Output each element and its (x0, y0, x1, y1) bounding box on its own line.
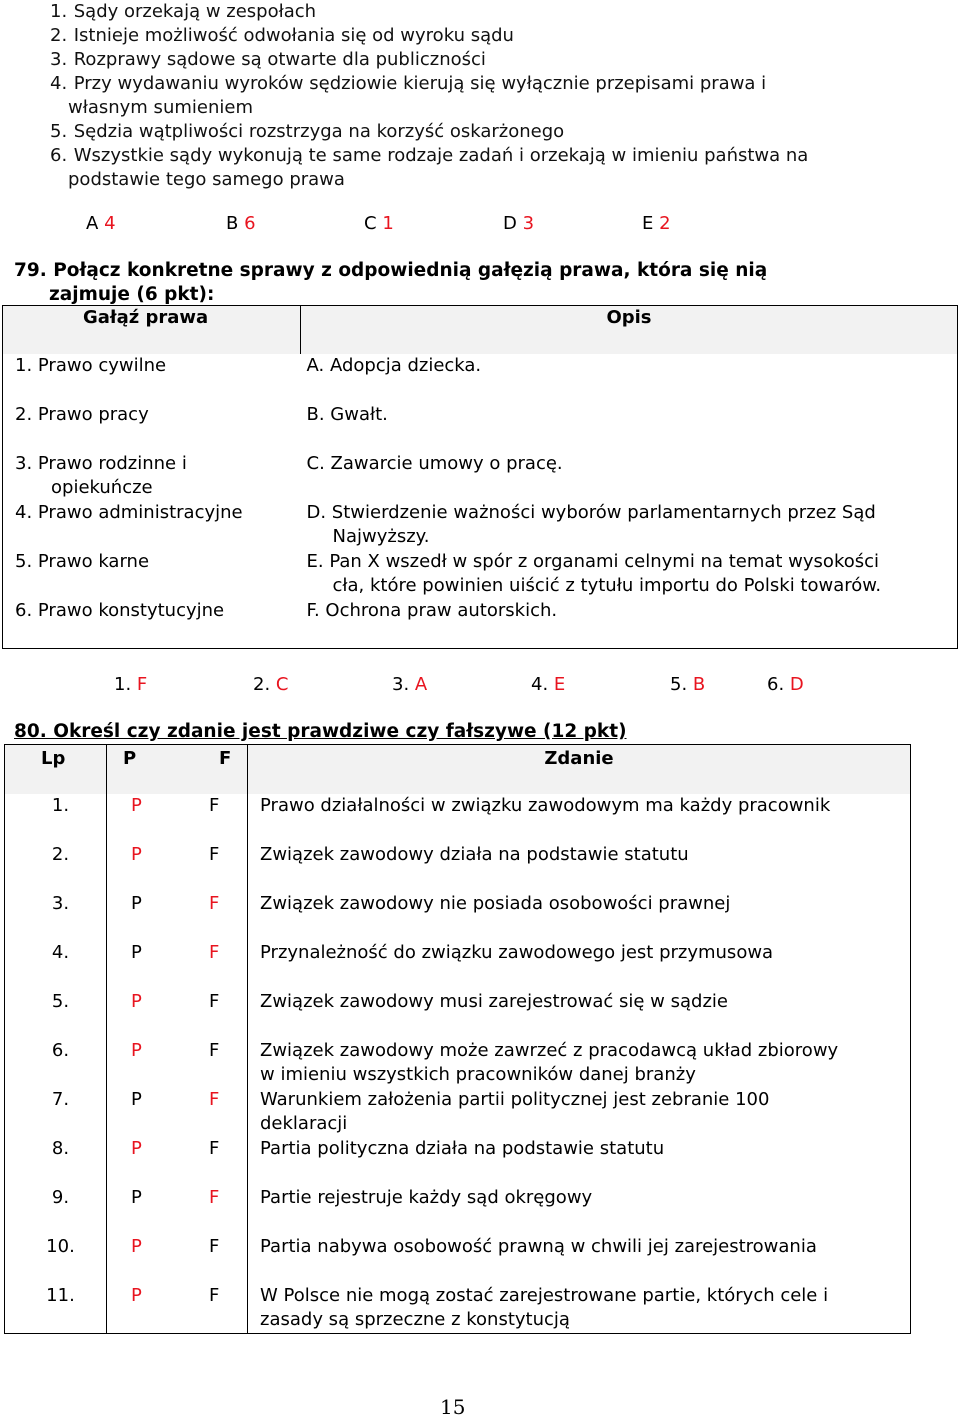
statement-text: Związek zawodowy nie posiada osobowości prawnej (260, 893, 731, 914)
row-number: 6. (5, 1039, 107, 1088)
option-p: P (131, 795, 142, 816)
option-f: F (209, 942, 220, 963)
statement-text: Prawo działalności w związku zawodowym ma każdy pracownik (260, 795, 831, 816)
option-p: P (131, 1089, 142, 1110)
list-item: 3. Rozprawy sądowe są otwarte dla publiczności (50, 49, 486, 70)
header-branch: Gałąź prawa (3, 306, 301, 355)
question-79-title: 79. Połącz konkretne sprawy z odpowiednią gałęzią prawa, która się nią zajmuje (6 pkt): (14, 260, 768, 305)
row-number: 7. (5, 1088, 107, 1137)
answer-cell (107, 990, 248, 1039)
option-p: P (131, 893, 142, 914)
option-p: P (131, 991, 142, 1012)
row-number: 11. (5, 1284, 107, 1334)
table-row: 2. Prawo pracy B. Gwałt. (3, 403, 958, 452)
list-item: 5. Sędzia wątpliwości rozstrzyga na korzyść oskarżonego (50, 121, 565, 142)
table-row: 4. Prawo administracyjne D. Stwierdzenie ważności wyborów parlamentarnych przez Sąd Najwyższy. (3, 501, 958, 550)
statement-cell (248, 892, 911, 941)
answer-cell (107, 1039, 248, 1088)
table-row: 6. Prawo konstytucyjne F. Ochrona praw autorskich. (3, 599, 958, 648)
statement-list (50, 0, 930, 192)
answer-item: 2. C (253, 674, 289, 695)
answer-item: D 3 (503, 213, 535, 234)
option-f: F (209, 795, 220, 816)
page-number: 15 (440, 1395, 466, 1419)
answer-item: C 1 (364, 213, 394, 234)
statement-cell (248, 1186, 911, 1235)
row-number: 2. (5, 843, 107, 892)
option-p: P (131, 1285, 142, 1306)
option-p: P (131, 1187, 142, 1208)
table-row: 1. Prawo cywilne A. Adopcja dziecka. (3, 354, 958, 403)
statement-cell (248, 1235, 911, 1284)
answer-item: B 6 (226, 213, 256, 234)
header-zdanie: Zdanie (248, 745, 911, 795)
statement-cell (248, 1137, 911, 1186)
statement-text: Związek zawodowy musi zarejestrować się w sądzie (260, 991, 728, 1012)
header-lp: Lp (5, 745, 107, 795)
table-row (5, 1088, 911, 1137)
table-header-row (3, 306, 958, 355)
answer-cell (107, 1284, 248, 1334)
row-number: 1. (5, 794, 107, 843)
answer-item: A 4 (86, 213, 116, 234)
list-item: 1. Sądy orzekają w zespołach (50, 1, 317, 22)
row-number: 4. (5, 941, 107, 990)
table-row (5, 1235, 911, 1284)
statement-cell (248, 1284, 911, 1334)
row-number: 10. (5, 1235, 107, 1284)
row-number: 9. (5, 1186, 107, 1235)
answer-cell (107, 1235, 248, 1284)
table-header-row (5, 745, 911, 795)
matching-table (2, 305, 958, 649)
row-number: 3. (5, 892, 107, 941)
table-row (5, 843, 911, 892)
statement-cell (248, 941, 911, 990)
table-row (5, 1039, 911, 1088)
option-f: F (209, 1138, 220, 1159)
list-item: 6. Wszystkie sądy wykonują te same rodzaje zadań i orzekają w imieniu państwa na podstawie tego samego prawa (50, 145, 809, 190)
question-80-title: 80. Określ czy zdanie jest prawdziwe czy fałszywe (12 pkt) (14, 721, 627, 742)
table-row (5, 941, 911, 990)
answer-cell (107, 1088, 248, 1137)
statement-text: Związek zawodowy może zawrzeć z pracodawcą układ zbiorowy (260, 1040, 839, 1061)
statement-cell (248, 990, 911, 1039)
table-row: 3. Prawo rodzinne i opiekuńcze C. Zawarcie umowy o pracę. (3, 452, 958, 501)
table-row (5, 1137, 911, 1186)
statement-text-continuation: deklaracji (260, 1113, 348, 1134)
statement-text: Partie rejestruje każdy sąd okręgowy (260, 1187, 593, 1208)
statement-cell (248, 1039, 911, 1088)
answer-item: 3. A (392, 674, 428, 695)
statement-text: Przynależność do związku zawodowego jest przymusowa (260, 942, 774, 963)
answer-item: 5. B (670, 674, 706, 695)
statement-cell (248, 794, 911, 843)
statement-text-continuation: w imieniu wszystkich pracowników danej branży (260, 1064, 696, 1085)
table-row (5, 1284, 911, 1334)
question-79-answers (0, 674, 960, 698)
statement-text: W Polsce nie mogą zostać zarejestrowane partie, których cele i (260, 1285, 829, 1306)
option-f: F (209, 991, 220, 1012)
table-row (5, 990, 911, 1039)
answer-item: 6. D (767, 674, 804, 695)
option-p: P (131, 1236, 142, 1257)
answer-item: E 2 (642, 213, 671, 234)
table-row: 5. Prawo karne E. Pan X wszedł w spór z organami celnymi na temat wysokości cła, które powinien uiścić z tytułu importu do Polski towarów. (3, 550, 958, 599)
answer-cell (107, 843, 248, 892)
statement-text: Związek zawodowy działa na podstawie statutu (260, 844, 689, 865)
header-description: Opis (301, 306, 958, 355)
option-p: P (131, 1138, 142, 1159)
previous-answers (0, 213, 960, 237)
answer-cell (107, 1186, 248, 1235)
table-row (5, 1186, 911, 1235)
statement-text-continuation: zasady są sprzeczne z konstytucją (260, 1309, 570, 1330)
option-p: P (131, 844, 142, 865)
table-row (5, 794, 911, 843)
answer-cell (107, 892, 248, 941)
answer-cell (107, 794, 248, 843)
option-f: F (209, 1187, 220, 1208)
row-number: 8. (5, 1137, 107, 1186)
statement-text: Partia polityczna działa na podstawie statutu (260, 1138, 665, 1159)
option-f: F (209, 1236, 220, 1257)
option-p: P (131, 942, 142, 963)
row-number: 5. (5, 990, 107, 1039)
header-pf: P F (107, 745, 248, 795)
answer-item: 4. E (531, 674, 566, 695)
statement-cell (248, 1088, 911, 1137)
statement-cell (248, 843, 911, 892)
option-f: F (209, 1040, 220, 1061)
option-f: F (209, 844, 220, 865)
option-f: F (209, 1285, 220, 1306)
statement-text: Partia nabywa osobowość prawną w chwili jej zarejestrowania (260, 1236, 817, 1257)
option-p: P (131, 1040, 142, 1061)
statement-text: Warunkiem założenia partii politycznej jest zebranie 100 (260, 1089, 770, 1110)
answer-cell (107, 941, 248, 990)
table-row (5, 892, 911, 941)
option-f: F (209, 893, 220, 914)
true-false-table (4, 744, 911, 1334)
answer-cell (107, 1137, 248, 1186)
answer-item: 1. F (114, 674, 148, 695)
option-f: F (209, 1089, 220, 1110)
list-item: 2. Istnieje możliwość odwołania się od wyroku sądu (50, 25, 514, 46)
list-item: 4. Przy wydawaniu wyroków sędziowie kierują się wyłącznie przepisami prawa i własnym sumieniem (50, 73, 767, 118)
